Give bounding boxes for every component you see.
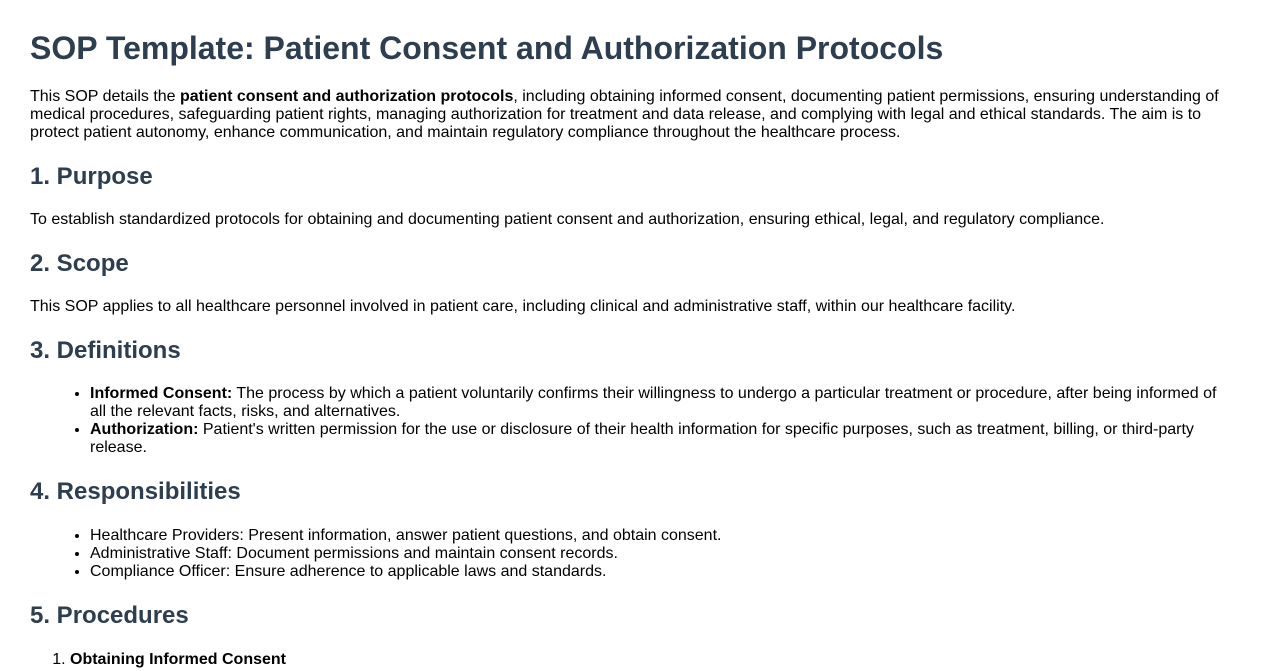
procedure-item-title: Obtaining Informed Consent <box>70 651 286 668</box>
procedure-item <box>70 651 1233 669</box>
responsibility-item: • Healthcare Providers: Present information, answer patient questions, and obtain consent. <box>90 527 1233 545</box>
page-title: SOP Template: Patient Consent and Authorization Protocols <box>30 30 944 66</box>
intro-paragraph <box>30 88 1233 142</box>
intro-bold-phrase: patient consent and authorization protocols <box>180 88 514 105</box>
purpose-text: To establish standardized protocols for obtaining and documenting patient consent and authorization, ensuring ethical, legal, and regulatory compliance. <box>30 211 1105 228</box>
responsibility-item: • Administrative Staff: Document permissions and maintain consent records. <box>90 545 1233 563</box>
responsibility-item: • Compliance Officer: Ensure adherence to applicable laws and standards. <box>90 563 1233 581</box>
intro-text-start: This SOP details the <box>30 88 180 105</box>
definition-text: The process by which a patient voluntarily confirms their willingness to undergo a particular treatment or procedure, after being informed of all the relevant facts, risks, and alternatives. <box>90 385 1217 420</box>
responsibilities-heading: 4. Responsibilities <box>30 478 241 505</box>
definitions-list <box>30 385 1233 457</box>
procedures-heading: 5. Procedures <box>30 602 189 629</box>
scope-heading: 2. Scope <box>30 250 129 277</box>
definition-item <box>90 421 1233 457</box>
responsibilities-list <box>30 527 1233 581</box>
definition-text: Patient's written permission for the use or disclosure of their health information for specific purposes, such as treatment, billing, or third-party release. <box>90 421 1194 456</box>
definition-item <box>90 385 1233 421</box>
purpose-heading: 1. Purpose <box>30 163 153 190</box>
intro-text-end: , including obtaining informed consent, documenting patient permissions, ensuring understanding of medical procedures, safeguarding patient rights, managing authorization for treatment and data release, and complying with legal and ethical standards. The aim is to protect patient autonomy, enhance communication, and maintain regulatory compliance throughout the healthcare process. <box>30 88 1219 141</box>
definitions-heading: 3. Definitions <box>30 337 181 364</box>
definition-term: Authorization: <box>90 421 199 438</box>
scope-text: This SOP applies to all healthcare personnel involved in patient care, including clinical and administrative staff, within our healthcare facility. <box>30 298 1016 315</box>
definition-term: Informed Consent: <box>90 385 233 402</box>
procedures-list <box>30 651 1233 669</box>
